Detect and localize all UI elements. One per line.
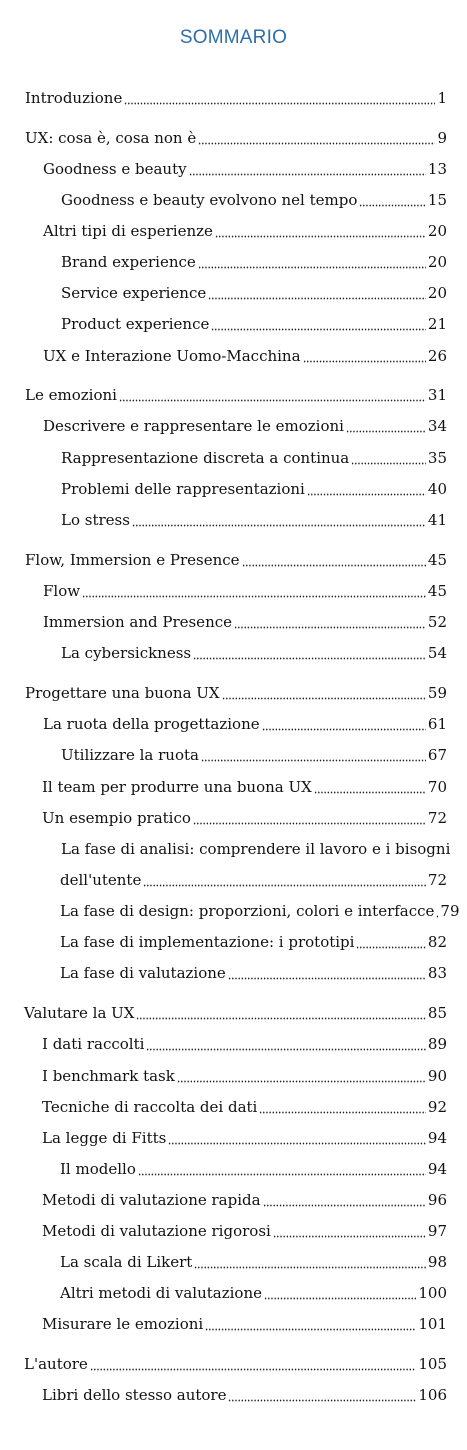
- toc-page-number: 54: [427, 644, 447, 662]
- toc-entry-label: Lo stress: [61, 511, 130, 529]
- toc-entry-label: dell'utente: [60, 871, 142, 889]
- toc-entry-altri-tipi[interactable]: [43, 219, 447, 243]
- toc-page-number: 67: [427, 746, 447, 764]
- toc-entry-label: Brand experience: [61, 253, 196, 271]
- toc-entry-descrivere-emozioni[interactable]: [43, 414, 447, 438]
- toc-entry-label: Metodi di valutazione rapida: [42, 1191, 261, 1209]
- toc-entry-label: Tecniche di raccolta dei dati: [42, 1098, 258, 1116]
- toc-entry-label: Libri dello stesso autore: [42, 1386, 227, 1404]
- dot-leader: [132, 523, 426, 527]
- dot-leader: [222, 696, 426, 700]
- toc-entry-goodness-evolvono[interactable]: [61, 188, 447, 212]
- toc-page-number: 82: [427, 933, 447, 951]
- dot-leader: [119, 398, 426, 402]
- toc-page-number: 26: [427, 347, 447, 365]
- toc-entry-valutazione-rigorosi[interactable]: [42, 1219, 447, 1243]
- toc-page-number: 59: [427, 684, 447, 702]
- toc-entry-label: I dati raccolti: [42, 1035, 145, 1053]
- toc-entry-label: La ruota della progettazione: [43, 715, 260, 733]
- toc-page-number: 90: [427, 1067, 447, 1085]
- toc-page-number: 35: [427, 449, 447, 467]
- toc-entry-tecniche-raccolta[interactable]: [42, 1095, 447, 1119]
- toc-page-number: 105: [418, 1355, 447, 1373]
- toc-entry-product-experience[interactable]: [61, 312, 447, 336]
- toc-entry-label: Flow, Immersion e Presence: [25, 551, 240, 569]
- toc-entry-label: Immersion and Presence: [43, 613, 233, 631]
- toc-page-number: 15: [427, 191, 447, 209]
- toc-entry-label: Goodness e beauty: [43, 160, 187, 178]
- toc-entry-progettare-buona-ux[interactable]: [25, 681, 447, 705]
- toc-page-number: 20: [427, 284, 447, 302]
- toc-page-number: 72: [427, 871, 447, 889]
- toc-page-number: 21: [427, 315, 447, 333]
- dot-leader: [146, 1047, 426, 1051]
- toc-page-number: 70: [427, 778, 447, 796]
- toc-entry-fase-design[interactable]: [60, 899, 460, 923]
- toc-entry-fase-implementazione[interactable]: [60, 930, 447, 954]
- toc-entry-legge-fitts[interactable]: [42, 1126, 447, 1150]
- toc-entry-brand-experience[interactable]: [61, 250, 447, 274]
- dot-leader: [198, 265, 426, 269]
- toc-entry-label: Problemi delle rappresentazioni: [61, 480, 305, 498]
- toc-page-number: 40: [427, 480, 447, 498]
- toc-page-number: 31: [427, 386, 447, 404]
- toc-entry-label: Descrivere e rappresentare le emozioni: [43, 417, 344, 435]
- toc-page-number: 52: [427, 613, 447, 631]
- dot-leader: [228, 976, 426, 980]
- dot-leader: [201, 758, 426, 762]
- dot-leader: [228, 1398, 416, 1402]
- dot-leader: [208, 296, 426, 300]
- toc-entry-valutazione-rapida[interactable]: [42, 1188, 447, 1212]
- toc-entry-rappresentazione-discreta[interactable]: [61, 446, 447, 470]
- dot-leader: [82, 594, 426, 598]
- dot-leader: [259, 1110, 426, 1114]
- toc-entry-label: Service experience: [61, 284, 207, 302]
- toc-entry-lo-stress[interactable]: [61, 508, 447, 532]
- toc-entry-label: Un esempio pratico: [42, 809, 191, 827]
- toc-entry-scala-likert[interactable]: [60, 1250, 447, 1274]
- toc-page-number: 92: [427, 1098, 447, 1116]
- dot-leader: [264, 1296, 416, 1300]
- dot-leader: [168, 1141, 426, 1145]
- dot-leader: [234, 625, 426, 629]
- toc-page-number: 96: [427, 1191, 447, 1209]
- dot-leader: [205, 1327, 416, 1331]
- toc-entry-libri-stesso-autore[interactable]: [42, 1383, 447, 1407]
- toc-page-number: 94: [427, 1129, 447, 1147]
- toc-page-number: 101: [418, 1315, 447, 1333]
- toc-entry-benchmark-task[interactable]: [42, 1064, 447, 1088]
- toc-entry-label: Utilizzare la ruota: [61, 746, 199, 764]
- toc-entry-label: Il team per produrre una buona UX: [42, 778, 312, 796]
- toc-page-number: 72: [427, 809, 447, 827]
- toc-page-number: 9: [437, 129, 447, 147]
- toc-entry-label: Product experience: [61, 315, 210, 333]
- toc-entry-il-modello[interactable]: [60, 1157, 447, 1181]
- toc-entry-le-emozioni[interactable]: [25, 383, 447, 407]
- toc-entry-label: Valutare la UX: [24, 1004, 135, 1022]
- toc-entry-label: Goodness e beauty evolvono nel tempo: [61, 191, 358, 209]
- toc-entry-label: UX: cosa è, cosa non è: [25, 129, 197, 147]
- toc-entry-service-experience[interactable]: [61, 281, 447, 305]
- toc-entry-label: I benchmark task: [42, 1067, 175, 1085]
- page-title: SOMMARIO: [179, 27, 288, 48]
- dot-leader: [194, 1265, 426, 1269]
- toc-entry-ux-e-interazione[interactable]: [43, 344, 447, 368]
- toc-entry-label: La cybersickness: [61, 644, 192, 662]
- dot-leader: [143, 883, 426, 887]
- dot-leader: [124, 101, 435, 105]
- toc-entry-fase-analisi[interactable]: [60, 868, 447, 892]
- toc-entry-fase-analisi-line1[interactable]: La fase di analisi: comprendere il lavoro e i bisogni: [61, 840, 451, 858]
- toc-entry-esempio-pratico[interactable]: [42, 806, 447, 830]
- toc-page-number: 41: [427, 511, 447, 529]
- dot-leader: [193, 656, 426, 660]
- toc-entry-label: La scala di Likert: [60, 1253, 193, 1271]
- dot-leader: [211, 327, 426, 331]
- dot-leader: [242, 563, 426, 567]
- dot-leader: [198, 141, 435, 145]
- toc-page-number: 13: [427, 160, 447, 178]
- dot-leader: [263, 1203, 426, 1207]
- toc-page-number: 100: [418, 1284, 447, 1302]
- dot-leader: [307, 492, 426, 496]
- toc-entry-label: Rappresentazione discreta a continua: [61, 449, 350, 467]
- toc-entry-immersion-and-presence[interactable]: [43, 610, 447, 634]
- toc-page-number: 106: [418, 1386, 447, 1404]
- toc-entry-label: Metodi di valutazione rigorosi: [42, 1222, 271, 1240]
- toc-page-number: 83: [427, 964, 447, 982]
- toc-entry-valutare-ux[interactable]: [24, 1001, 447, 1025]
- toc-page-number: 34: [427, 417, 447, 435]
- toc-entry-label: Flow: [43, 582, 81, 600]
- toc-page-number: 1: [437, 89, 447, 107]
- toc-entry-label: UX e Interazione Uomo-Macchina: [43, 347, 301, 365]
- toc-entry-flow-immersion-presence[interactable]: [25, 548, 447, 572]
- toc-entry-fase-valutazione[interactable]: [60, 961, 447, 985]
- toc-page-number: 45: [427, 551, 447, 569]
- toc-entry-utilizzare-ruota[interactable]: [61, 743, 447, 767]
- toc-entry-autore[interactable]: [24, 1352, 447, 1376]
- toc-page-number: 89: [427, 1035, 447, 1053]
- toc-entry-goodness-e-beauty[interactable]: [43, 157, 447, 181]
- dot-leader: [262, 727, 426, 731]
- dot-leader: [314, 790, 426, 794]
- toc-entry-label: Il modello: [60, 1160, 136, 1178]
- toc-entry-flow[interactable]: [43, 579, 447, 603]
- toc-entry-label: La legge di Fitts: [42, 1129, 167, 1147]
- toc-entry-label: La fase di design: proporzioni, colori e interfacce: [60, 902, 435, 920]
- toc-entry-label: Le emozioni: [25, 386, 117, 404]
- toc-entry-label: Progettare una buona UX: [25, 684, 220, 702]
- dot-leader: [215, 234, 426, 238]
- toc-page-number: 45: [427, 582, 447, 600]
- toc-entry-label: Altri tipi di esperienze: [43, 222, 213, 240]
- toc-page-number: 98: [427, 1253, 447, 1271]
- dot-leader: [351, 461, 426, 465]
- toc-page-number: 61: [427, 715, 447, 733]
- toc-entry-label: Misurare le emozioni: [42, 1315, 204, 1333]
- toc-page-number: 79: [440, 902, 460, 920]
- dot-leader: [136, 1016, 425, 1020]
- toc-entry-introduzione[interactable]: [25, 86, 447, 110]
- toc-page-number: 20: [427, 253, 447, 271]
- dot-leader: [138, 1172, 426, 1176]
- toc-entry-label: Introduzione: [25, 89, 123, 107]
- dot-leader: [90, 1367, 417, 1371]
- toc-entry-ux-cosa-e[interactable]: [25, 126, 447, 150]
- toc-entry-la-cybersickness[interactable]: [61, 641, 447, 665]
- dot-leader: [273, 1234, 426, 1238]
- toc-entry-team-buona-ux[interactable]: [42, 775, 447, 799]
- toc-entry-label: L'autore: [24, 1355, 88, 1373]
- toc-entry-altri-metodi[interactable]: [60, 1281, 447, 1305]
- dot-leader: [356, 945, 425, 949]
- dot-leader: [193, 821, 426, 825]
- toc-page-number: 94: [427, 1160, 447, 1178]
- dot-leader: [346, 429, 426, 433]
- dot-leader: [177, 1079, 426, 1083]
- toc-entry-dati-raccolti[interactable]: [42, 1032, 447, 1056]
- toc-entry-misurare-emozioni[interactable]: [42, 1312, 447, 1336]
- toc-entry-label: Altri metodi di valutazione: [60, 1284, 263, 1302]
- dot-leader: [436, 914, 438, 918]
- dot-leader: [303, 359, 426, 363]
- toc-entry-label: La fase di valutazione: [60, 964, 226, 982]
- toc-page-number: 85: [427, 1004, 447, 1022]
- dot-leader: [359, 203, 426, 207]
- dot-leader: [189, 172, 426, 176]
- toc-entry-ruota-progettazione[interactable]: [43, 712, 447, 736]
- toc-entry-problemi-rappresentazioni[interactable]: [61, 477, 447, 501]
- toc-entry-label: La fase di implementazione: i prototipi: [60, 933, 355, 951]
- toc-page-number: 20: [427, 222, 447, 240]
- toc-page-number: 97: [427, 1222, 447, 1240]
